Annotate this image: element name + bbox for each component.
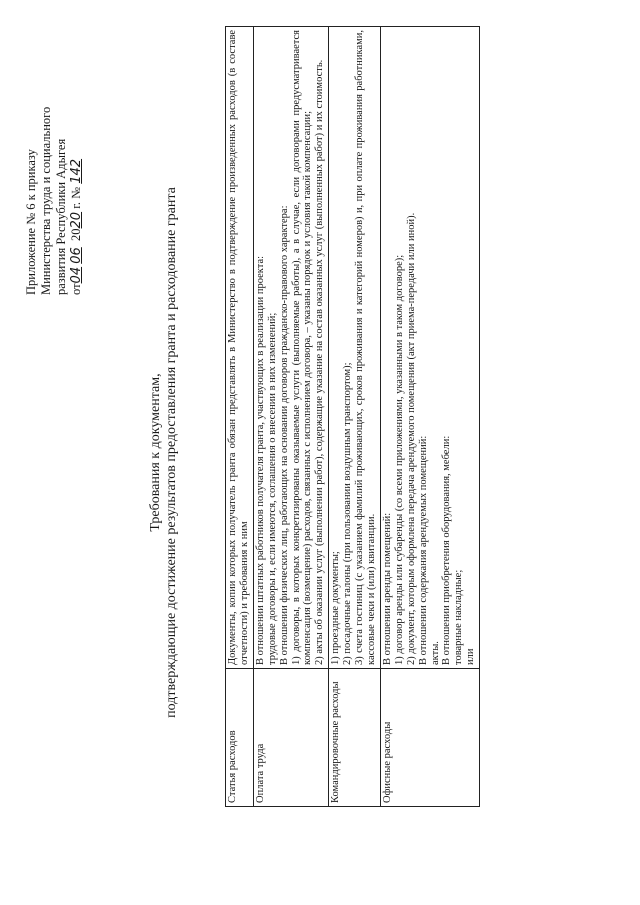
table-row xyxy=(380,27,479,807)
date-month: 06 xyxy=(69,247,84,264)
appendix-header xyxy=(24,35,84,295)
title-line-2: подтверждающие достижение результатов предоставления гранта и расходование гранта xyxy=(164,187,179,718)
order-number: 142 xyxy=(69,158,84,184)
row-documents xyxy=(253,27,328,669)
appendix-line-1: Приложение № 6 к приказу xyxy=(24,149,38,295)
date-year-prefix: 20 xyxy=(69,228,83,241)
doc-line: В отношении физических лиц, работающих на основании договоров гражданско-правового характера: xyxy=(278,205,290,665)
appendix-date-line xyxy=(69,35,84,295)
doc-line: 1) договоры, в которых конкретизированы оказываемые услуги (выполняемые работы), а в случае, если договорами предусматривается компенсация (возмещение) расходов, связанных с исполнением договора, – указаны порядок и условия такой компенсации; xyxy=(290,30,314,665)
document-title xyxy=(148,0,180,905)
date-day: 04 xyxy=(69,266,84,284)
row-category: Офисные расходы xyxy=(380,669,479,807)
header-category-cell: Статья расходов xyxy=(226,669,254,807)
doc-line: В отношении аренды помещений: xyxy=(381,512,393,665)
table-row xyxy=(329,27,381,807)
row-category: Командировочные расходы xyxy=(329,669,381,807)
doc-line: 1) проездные документы; xyxy=(330,551,342,665)
row-category: Оплата труда xyxy=(253,669,328,807)
doc-line: В отношении приобретения оборудования, мебели: xyxy=(441,435,453,665)
number-prefix: г. № xyxy=(69,186,83,209)
doc-line: 2) акты об оказании услуг (выполнении работ), содержащие указание на состав оказанных услуг (выполненных работ) и их стоимость. xyxy=(314,59,326,665)
appendix-line-2: Министерства труда и социального xyxy=(39,106,53,295)
row-documents xyxy=(329,27,381,669)
table-header-row xyxy=(226,27,254,807)
title-line-1: Требования к документам, xyxy=(148,373,163,532)
header-documents-cell: Документы, копии которых получатель гранта обязан представлять в Министерство в подтверждение произведенных расходов (в составе отчетности) и требования к ним xyxy=(226,27,254,669)
doc-line: акты. xyxy=(429,641,441,665)
doc-line: 3) счета гостиниц (с указанием фамилий проживающих, сроков проживания и категорий номеров) и, при оплате проживания работниками, кассовые чеки и (или) квитанции. xyxy=(354,30,377,665)
doc-line: В отношении содержания арендуемых помещений: xyxy=(417,435,429,665)
date-prefix: от xyxy=(69,283,83,295)
doc-line: В отношении штатных работников получателя гранта, участвующих в реализации проекта: xyxy=(254,255,266,665)
date-year-suffix: 20 xyxy=(69,211,84,229)
doc-line: 2) документ, которым оформлена передача арендуемого помещения (акт приема-передачи или иной). xyxy=(405,212,417,665)
requirements-table xyxy=(225,26,480,807)
doc-line: товарные накладные; xyxy=(453,569,465,665)
doc-line: 2) посадочные талоны (при пользовании воздушным транспортом); xyxy=(342,362,354,665)
appendix-line-3: развития Республики Адыгея xyxy=(54,138,68,295)
doc-line: 1) договор аренды или субаренды (со всеми приложениями, указанными в таком договоре); xyxy=(393,254,405,665)
doc-line: или xyxy=(465,648,477,665)
doc-line: трудовые договоры и, если имеются, соглашения о внесении в них изменений; xyxy=(266,312,278,665)
row-documents xyxy=(380,27,479,669)
table-row xyxy=(253,27,328,807)
